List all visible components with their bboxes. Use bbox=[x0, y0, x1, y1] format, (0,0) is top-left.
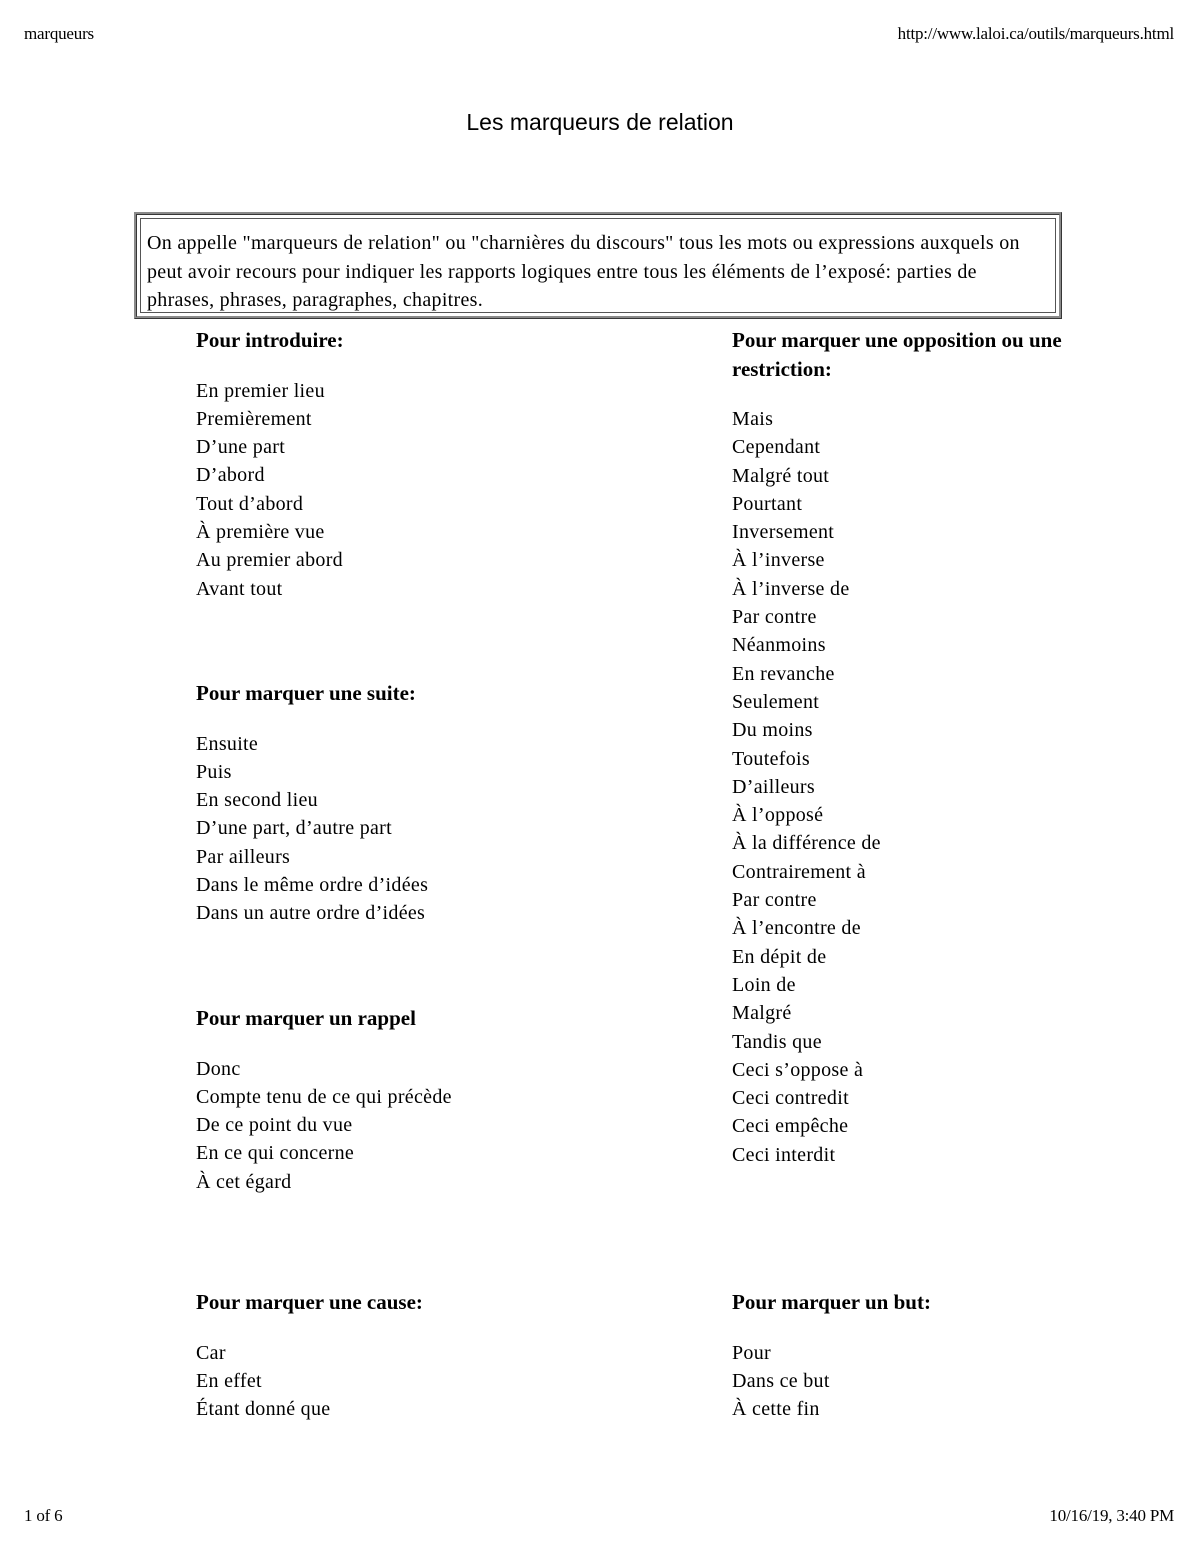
list-item: En revanche bbox=[732, 662, 835, 685]
section-suite bbox=[196, 679, 656, 928]
list-item: Contrairement à bbox=[732, 860, 866, 883]
list-item: À l’opposé bbox=[732, 804, 824, 827]
page-title: Les marqueurs de relation bbox=[466, 109, 734, 135]
section-list bbox=[196, 1055, 656, 1196]
section-cause bbox=[196, 1288, 656, 1423]
list-item: Toutefois bbox=[732, 747, 810, 770]
section-title: Pour marquer une suite: bbox=[196, 681, 416, 705]
list-item: Du moins bbox=[732, 719, 813, 742]
list-item: Par contre bbox=[732, 889, 817, 912]
list-item: D’une part bbox=[196, 436, 286, 459]
list-item: Premièrement bbox=[196, 407, 312, 430]
list-item: D’ailleurs bbox=[732, 775, 815, 798]
section-list bbox=[732, 1339, 1082, 1424]
list-item: Avant tout bbox=[196, 577, 283, 600]
list-item: Mais bbox=[732, 408, 774, 430]
list-item: Néanmoins bbox=[732, 634, 826, 657]
list-item: Donc bbox=[196, 1057, 241, 1080]
list-item: À l’inverse de bbox=[732, 577, 850, 600]
list-item: À première vue bbox=[196, 520, 325, 543]
section-list bbox=[196, 1339, 656, 1424]
list-item: Puis bbox=[196, 760, 232, 783]
list-item: Pour bbox=[732, 1341, 771, 1364]
list-item: Par contre bbox=[732, 606, 817, 629]
footer-timestamp: 10/16/19, 3:40 PM bbox=[1049, 1506, 1174, 1525]
list-item: D’une part, d’autre part bbox=[196, 817, 392, 840]
header-url[interactable]: http://www.laloi.ca/outils/marqueurs.html bbox=[897, 24, 1174, 43]
list-item: Au premier abord bbox=[196, 549, 343, 572]
list-item: Ceci interdit bbox=[732, 1143, 836, 1166]
list-item: À l’encontre de bbox=[732, 917, 861, 940]
list-item: Tout d’abord bbox=[196, 492, 304, 515]
list-item: Cependant bbox=[732, 436, 821, 459]
section-rappel bbox=[196, 1004, 656, 1196]
list-item: À cette fin bbox=[732, 1398, 820, 1421]
section-list bbox=[732, 405, 1082, 1169]
section-title: Pour marquer une opposition ou une restriction: bbox=[732, 328, 1062, 381]
list-item: Ceci s’oppose à bbox=[732, 1058, 864, 1081]
list-item: À la différence de bbox=[732, 832, 881, 855]
list-item: Étant donné que bbox=[196, 1398, 331, 1421]
list-item: À l’inverse bbox=[732, 549, 825, 572]
list-item: À cet égard bbox=[196, 1170, 292, 1193]
list-item: En effet bbox=[196, 1369, 262, 1392]
list-item: Compte tenu de ce qui précède bbox=[196, 1085, 452, 1108]
section-title: Pour marquer un rappel bbox=[196, 1006, 416, 1030]
section-list bbox=[196, 730, 656, 928]
list-item: Car bbox=[196, 1341, 226, 1364]
list-item: Ensuite bbox=[196, 732, 259, 755]
list-item: Dans un autre ordre d’idées bbox=[196, 902, 426, 925]
list-item: Loin de bbox=[732, 973, 796, 996]
intro-text: On appelle "marqueurs de relation" ou "charnières du discours" tous les mots ou expressions auxquels on peut avoir recours pour indiquer les rapports logiques entre tous les éléments de l’exposé: parties de phrases, phrases, paragraphes, chapitres. bbox=[140, 218, 1056, 313]
list-item: Seulement bbox=[732, 690, 820, 713]
footer-page-count: 1 of 6 bbox=[24, 1506, 63, 1525]
list-item: Par ailleurs bbox=[196, 845, 291, 868]
list-item: De ce point du vue bbox=[196, 1114, 353, 1137]
list-item: Dans le même ordre d’idées bbox=[196, 873, 429, 896]
list-item: En dépit de bbox=[732, 945, 827, 968]
header-page-name: marqueurs bbox=[24, 24, 94, 43]
list-item: Inversement bbox=[732, 521, 835, 544]
section-opposition bbox=[732, 326, 1082, 1169]
section-list bbox=[196, 377, 656, 603]
section-title: Pour marquer un but: bbox=[732, 1290, 931, 1314]
list-item: Ceci contredit bbox=[732, 1087, 849, 1110]
list-item: Malgré bbox=[732, 1002, 792, 1025]
list-item: D’abord bbox=[196, 464, 265, 487]
intro-box bbox=[134, 212, 1062, 319]
list-item: En ce qui concerne bbox=[196, 1142, 355, 1165]
section-title: Pour marquer une cause: bbox=[196, 1290, 423, 1314]
list-item: En second lieu bbox=[196, 789, 318, 812]
section-but bbox=[732, 1288, 1082, 1423]
list-item: En premier lieu bbox=[196, 379, 325, 402]
list-item: Malgré tout bbox=[732, 464, 830, 487]
list-item: Tandis que bbox=[732, 1030, 822, 1053]
section-introduire bbox=[196, 326, 656, 603]
section-title: Pour introduire: bbox=[196, 328, 344, 352]
list-item: Dans ce but bbox=[732, 1369, 830, 1392]
list-item: Pourtant bbox=[732, 492, 803, 515]
list-item: Ceci empêche bbox=[732, 1115, 849, 1138]
